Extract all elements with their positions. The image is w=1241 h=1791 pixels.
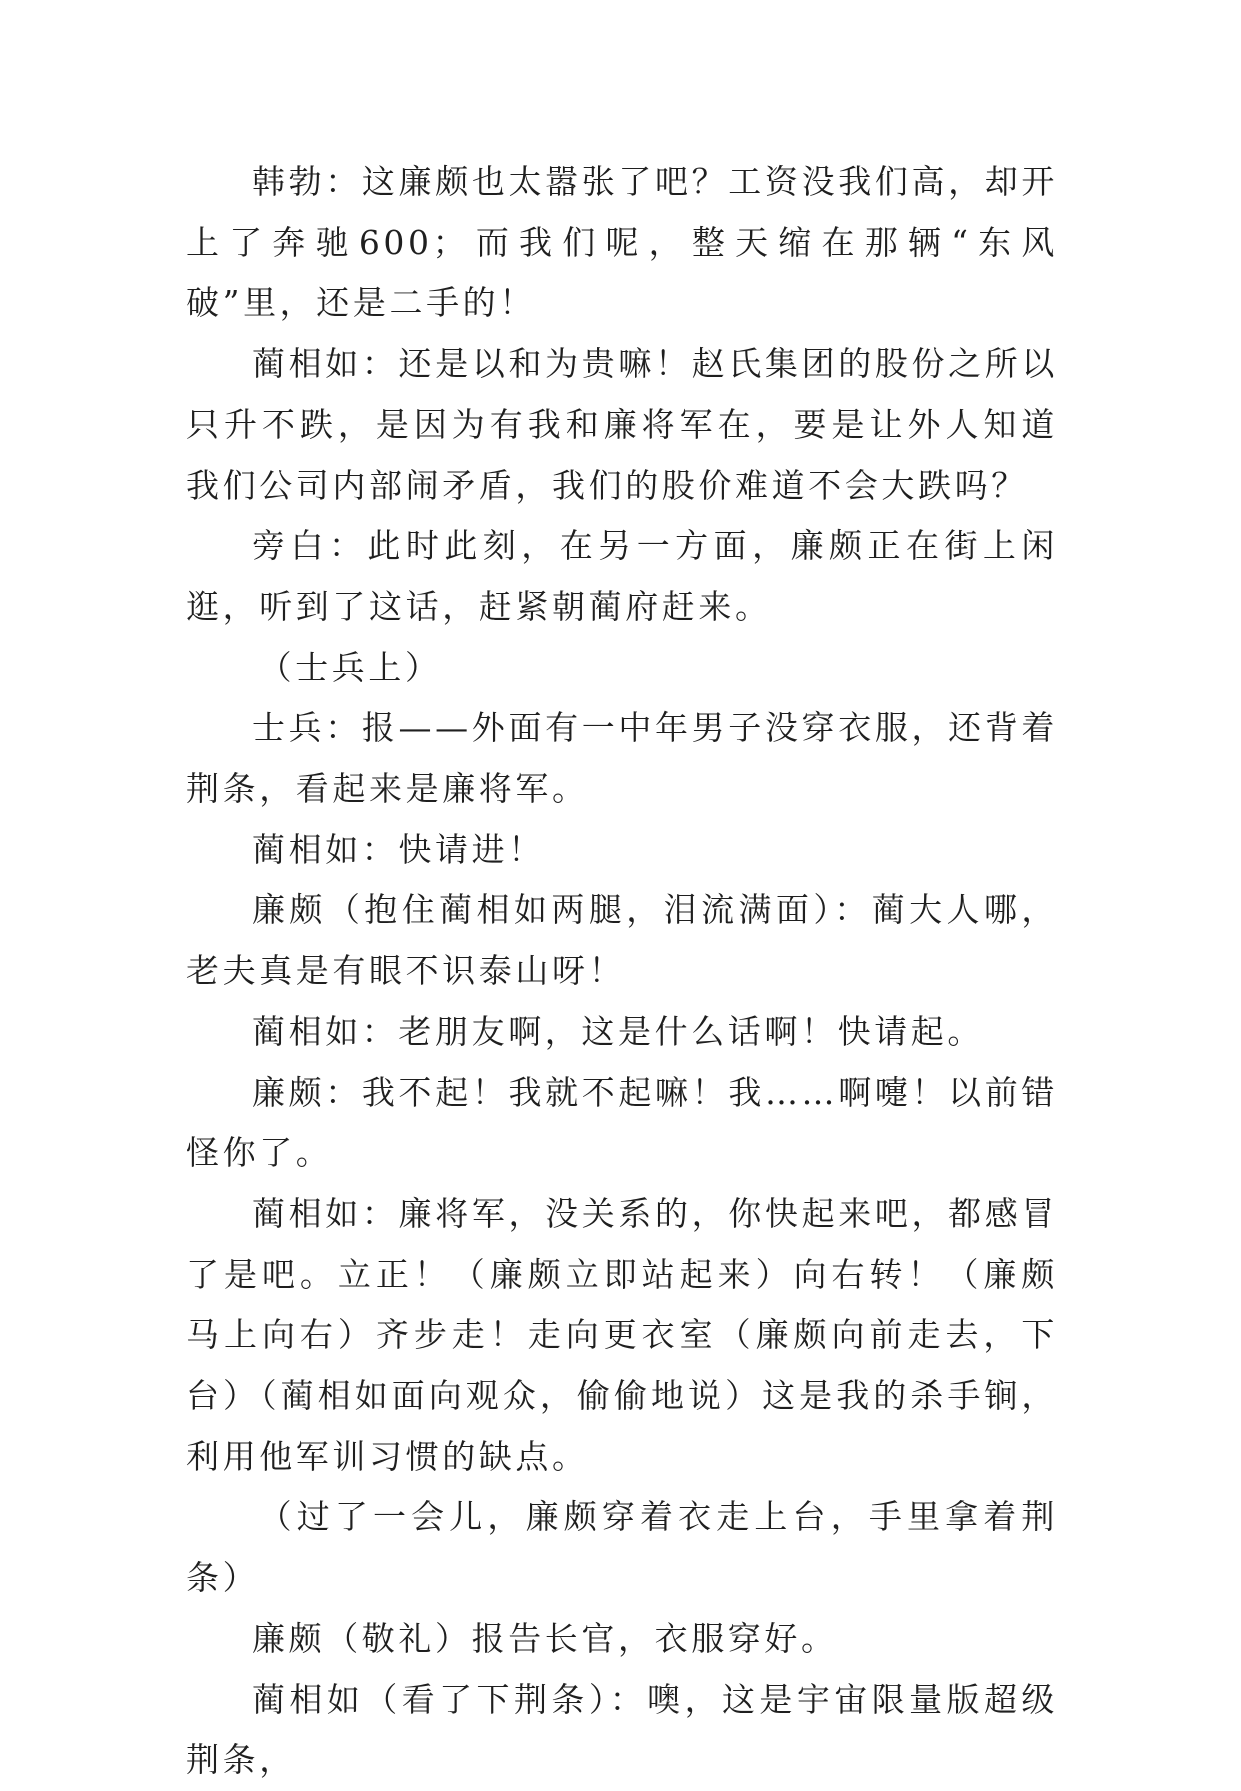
dialogue-lian-po-2: 廉颇：我不起！我就不起嘛！我……啊嚏！以前错怪你了。 [186,1072,1058,1173]
dialogue-hanbo: 韩勃：这廉颇也太嚣张了吧？工资没我们高，却开上了奔驰600；而我们呢，整天缩在那辆“东风破”里，还是二手的！ [186,162,1058,323]
dialogue-soldier: 士兵：报——外面有一中年男子没穿衣服，还背着荆条，看起来是廉将军。 [186,708,1058,809]
stage-direction-lian-po-returns: （过了一会儿，廉颇穿着衣走上台，手里拿着荆条） [186,1497,1058,1598]
dialogue-lin-xiangru-4: 蔺相如：廉将军，没关系的，你快起来吧，都感冒了是吧。立正！（廉颇立即站起来）向右转！（廉颇马上向右）齐步走！走向更衣室（廉颇向前走去，下台）（蔺相如面向观众，偷偷地说）这是我的杀手锏，利用他军训习惯的缺点。 [186,1193,1058,1476]
narration-paragraph: 旁白：此时此刻，在另一方面，廉颇正在街上闲逛，听到了这话，赶紧朝蔺府赶来。 [186,526,1058,626]
dialogue-lian-po-1: 廉颇（抱住蔺相如两腿，泪流满面）：蔺大人哪，老夫真是有眼不识泰山呀！ [186,890,1058,991]
stage-direction-soldier-enters: （士兵上） [258,647,442,687]
dialogue-lian-po-3: 廉颇（敬礼）报告长官，衣服穿好。 [252,1618,838,1658]
dialogue-lin-xiangru-1: 蔺相如：还是以和为贵嘛！赵氏集团的股份之所以只升不跌，是因为有我和廉将军在，要是让外人知道我们公司内部闹矛盾，我们的股价难道不会大跌吗？ [186,344,1058,505]
script-text-body [186,152,1058,1791]
dialogue-lin-xiangru-3: 蔺相如：老朋友啊，这是什么话啊！快请起。 [252,1011,984,1051]
dialogue-lin-xiangru-5: 蔺相如（看了下荆条）：噢，这是宇宙限量版超级荆条， [186,1679,1058,1780]
dialogue-lin-xiangru-2: 蔺相如：快请进！ [252,829,545,869]
